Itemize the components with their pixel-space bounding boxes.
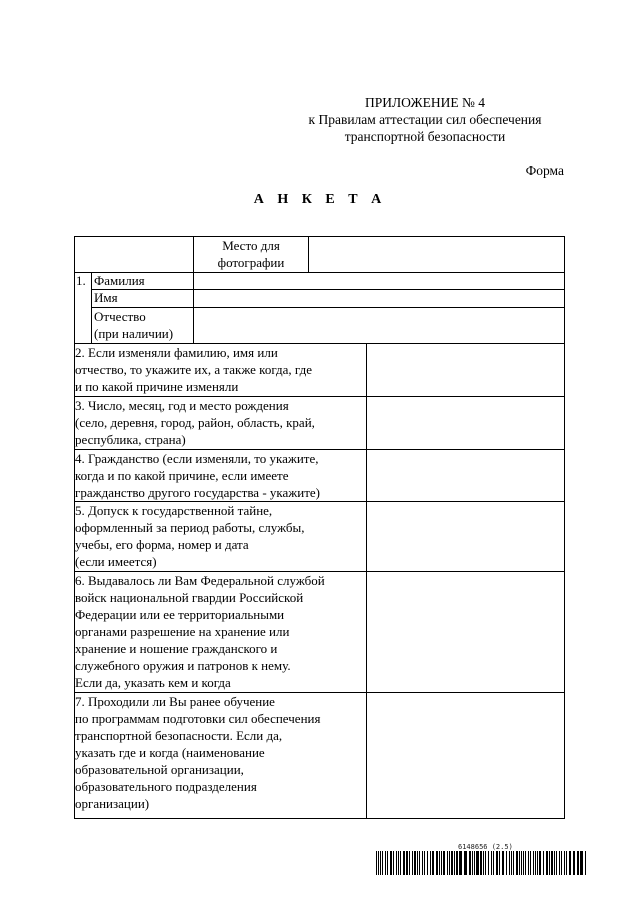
barcode-bar (564, 851, 565, 875)
barcode-bar (422, 851, 423, 875)
question-7-line: транспортной безопасности. Если да, (75, 728, 283, 743)
question-6-line: хранение и ношение гражданского и (75, 641, 278, 656)
question-4-line: гражданство другого государства - укажите) (75, 485, 321, 500)
question-6-line: служебного оружия и патронов к нему. (75, 658, 291, 673)
barcode-bar (396, 851, 397, 875)
barcode-bar (539, 851, 541, 875)
table-rule (74, 449, 565, 450)
barcode-bar (525, 851, 526, 875)
barcode-bar (382, 851, 383, 875)
barcode-bar (474, 851, 475, 875)
question-5-line: оформленный за период работы, службы, (75, 520, 305, 535)
barcode-bar (546, 851, 548, 875)
barcode-bar (535, 851, 536, 875)
question-7-line: по программам подготовки сил обеспечения (75, 711, 321, 726)
barcode-bar (496, 851, 498, 875)
question-2-line: 2. Если изменяли фамилию, имя или (75, 345, 278, 360)
barcode-bar (549, 851, 550, 875)
table-rule (74, 396, 565, 397)
question-6-line: Если да, указать кем и когда (75, 675, 231, 690)
table-rule (366, 343, 367, 819)
question-5-line: 5. Допуск к государственной тайне, (75, 503, 273, 518)
barcode-bar (543, 851, 544, 875)
barcode-bar (403, 851, 405, 875)
table-rule (91, 289, 565, 290)
patronymic-label-line1: Отчество (94, 309, 146, 324)
barcode-bar (447, 851, 448, 875)
barcode-bar (456, 851, 458, 875)
barcode-bar (523, 851, 524, 875)
barcode-bar (451, 851, 453, 875)
barcode-bar (409, 851, 410, 875)
barcode-bar (556, 851, 557, 875)
question-3-line: 3. Число, месяц, год и место рождения (75, 398, 289, 413)
barcode-bar (441, 851, 442, 875)
photo-placeholder-line2: фотографии (217, 255, 285, 270)
table-rule (91, 307, 565, 308)
barcode-bar (454, 851, 455, 875)
question-6-line: войск национальной гвардии Российской (75, 590, 304, 605)
barcode-bar (533, 851, 534, 875)
questionnaire-table (74, 236, 565, 819)
barcode-bar (414, 851, 416, 875)
barcode-bar (530, 851, 531, 875)
question-2-line: и по какой причине изменяли (75, 379, 239, 394)
table-rule (193, 236, 194, 344)
question-7-line: образовательной организации, (75, 762, 244, 777)
barcode-bar (385, 851, 386, 875)
barcode-image (376, 851, 588, 875)
question-6-line: органами разрешение на хранение или (75, 624, 290, 639)
barcode-bar (551, 851, 553, 875)
question-6-line: 6. Выдавалось ли Вам Федеральной службой (75, 573, 325, 588)
barcode-bar (376, 851, 377, 875)
table-rule (308, 236, 309, 273)
barcode-bar (521, 851, 522, 875)
barcode-bar (485, 851, 486, 875)
barcode-bar (480, 851, 482, 875)
barcode-bar (378, 851, 379, 875)
barcode-bar (464, 851, 467, 875)
question-7-line: 7. Проходили ли Вы ранее обучение (75, 694, 275, 709)
barcode-bar (537, 851, 538, 875)
barcode-bar (406, 851, 408, 875)
barcode-bar (387, 851, 388, 875)
question-4-line: когда и по какой причине, если имеете (75, 468, 289, 483)
barcode-bar (502, 851, 504, 875)
appendix-subtitle-line2: транспортной безопасности (344, 129, 506, 144)
barcode-bar (559, 851, 560, 875)
barcode-bar (380, 851, 381, 875)
question-7-line: указать где и когда (наименование (75, 745, 265, 760)
table-rule (74, 343, 565, 344)
barcode-bar (488, 851, 489, 875)
table-rule (74, 692, 565, 693)
barcode-bar (585, 851, 586, 875)
barcode-bar (561, 851, 562, 875)
table-rule (74, 236, 565, 237)
question-2-line: отчество, то укажите их, а также когда, где (75, 362, 312, 377)
barcode-bar (449, 851, 450, 875)
barcode-bar (506, 851, 507, 875)
barcode-bar (432, 851, 434, 875)
question-5-line: (если имеется) (75, 554, 157, 569)
barcode-bar (569, 851, 571, 875)
barcode-bar (511, 851, 512, 875)
barcode-bar (427, 851, 428, 875)
barcode-bar (459, 851, 462, 875)
barcode-bar (491, 851, 492, 875)
question-7-line: образовательного подразделения (75, 779, 257, 794)
appendix-title: ПРИЛОЖЕНИЕ № 4 (364, 95, 486, 110)
first-name-label: Имя (94, 290, 118, 305)
barcode-caption: 6148656 (2.5) (458, 843, 513, 851)
barcode-bar (412, 851, 413, 875)
barcode-bar (419, 851, 420, 875)
barcode-bar (499, 851, 500, 875)
barcode-bar (424, 851, 425, 875)
table-rule (74, 818, 565, 819)
barcode-bar (443, 851, 445, 875)
barcode-bar (483, 851, 484, 875)
barcode-bar (393, 851, 394, 875)
question-5-line: учебы, его форма, номер и дата (75, 537, 249, 552)
barcode-bar (476, 851, 479, 875)
table-rule (564, 236, 565, 819)
photo-placeholder-line1: Место для (222, 238, 280, 253)
question-7-line: организации) (75, 796, 150, 811)
barcode-bar (398, 851, 399, 875)
barcode-bar (580, 851, 583, 875)
barcode-bar (439, 851, 440, 875)
barcode-bar (566, 851, 567, 875)
barcode-bar (390, 851, 392, 875)
barcode-bar (430, 851, 431, 875)
table-rule (74, 501, 565, 502)
question-6-line: Федерации или ее территориальными (75, 607, 285, 622)
table-rule (74, 272, 565, 273)
barcode-bar (493, 851, 494, 875)
barcode-bar (513, 851, 514, 875)
barcode-bar (554, 851, 555, 875)
barcode-bar (519, 851, 520, 875)
question-4-line: 4. Гражданство (если изменяли, то укажите, (75, 451, 319, 466)
question-3-line: республика, страна) (75, 432, 186, 447)
barcode-bar (577, 851, 579, 875)
table-rule (74, 571, 565, 572)
document-title: А Н К Е Т А (253, 192, 387, 207)
question-3-line: (село, деревня, город, район, область, край, (75, 415, 315, 430)
barcode-bar (528, 851, 529, 875)
barcode-bar (469, 851, 471, 875)
barcode-bar (417, 851, 418, 875)
surname-label: Фамилия (94, 273, 145, 288)
barcode-bar (573, 851, 575, 875)
barcode-bar (436, 851, 438, 875)
appendix-subtitle-line1: к Правилам аттестации сил обеспечения (308, 112, 542, 127)
table-rule (74, 236, 75, 819)
table-rule (91, 272, 92, 344)
form-label: Форма (525, 163, 564, 178)
patronymic-label-line2: (при наличии) (94, 326, 174, 341)
barcode-bar (472, 851, 473, 875)
name-block-number: 1. (76, 273, 86, 288)
barcode-bar (400, 851, 401, 875)
barcode-bar (516, 851, 518, 875)
appendix-header (280, 94, 570, 145)
barcode-bar (509, 851, 510, 875)
